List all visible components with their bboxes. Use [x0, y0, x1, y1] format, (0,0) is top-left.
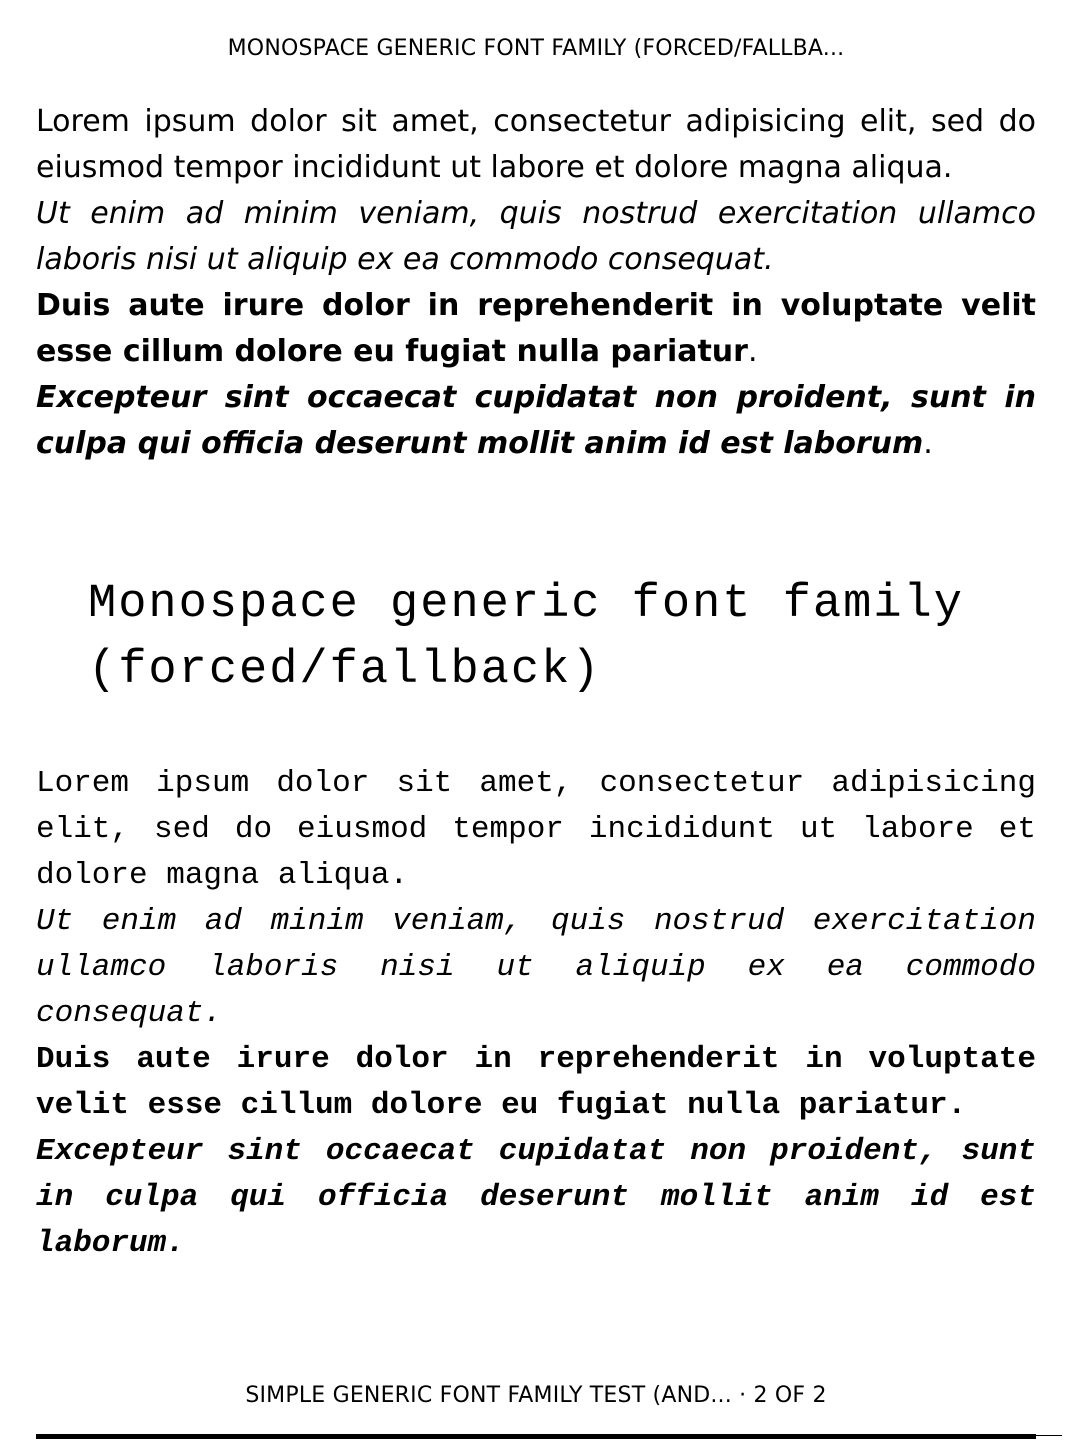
sans-paragraph-regular: Lorem ipsum dolor sit amet, consectetur adipisicing elit, sed do eiusmod tempor incididunt ut labore et dolore magna aliqua. — [36, 104, 1036, 185]
running-footer: SIMPLE GENERIC FONT FAMILY TEST (AND... · 2 OF 2 — [245, 1383, 827, 1408]
running-header: MONOSPACE GENERIC FONT FAMILY (FORCED/FALLBA... — [227, 36, 845, 61]
mono-paragraph-italic: Ut enim ad minim veniam, quis nostrud exercitation ullamco laboris nisi ut aliquip ex ea commodo consequat. — [36, 904, 1036, 1031]
mono-paragraph-bold-italic: Excepteur sint occaecat cupidatat non proident, sunt in culpa qui officia deserunt mollit anim id est laborum. — [36, 1134, 1036, 1261]
sans-paragraph-bold-italic-end: . — [923, 426, 933, 461]
mono-paragraph-bold: Duis aute irure dolor in reprehenderit in voluptate velit esse cillum dolore eu fugiat nulla pariatur. — [36, 1042, 1036, 1123]
sans-paragraph-bold-italic-wrap — [36, 375, 1036, 467]
sans-paragraph-bold-end: . — [747, 334, 758, 369]
sans-paragraph-bold-italic: Excepteur sint occaecat cupidatat non proident, sunt in culpa qui officia deserunt mollit anim id est laborum — [36, 380, 1036, 461]
mono-section-heading: Monospace generic font family (forced/fallback) — [88, 578, 964, 697]
reading-progress-bar — [36, 1434, 1036, 1439]
mono-paragraph-regular: Lorem ipsum dolor sit amet, consectetur adipisicing elit, sed do eiusmod tempor incididunt ut labore et dolore magna aliqua. — [36, 766, 1036, 893]
sans-paragraph-italic: Ut enim ad minim veniam, quis nostrud exercitation ullamco laboris nisi ut aliquip ex ea commodo consequat. — [36, 196, 1036, 277]
sans-text-block — [36, 99, 1036, 467]
sans-paragraph-bold: Duis aute irure dolor in reprehenderit in voluptate velit esse cillum dolore eu fugiat nulla pariatur — [36, 288, 1036, 369]
sans-paragraph-bold-wrap — [36, 283, 1036, 375]
mono-text-block — [36, 761, 1036, 1267]
